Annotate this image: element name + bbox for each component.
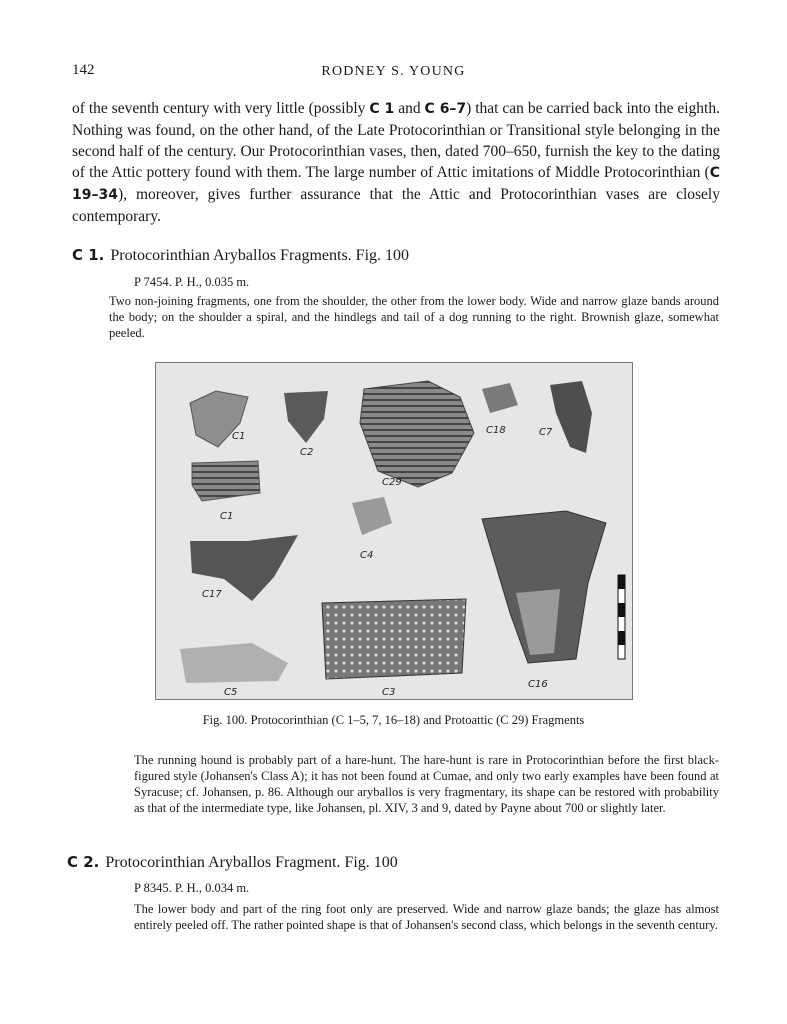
catalogue-ref: C 1	[369, 101, 395, 117]
page-number: 142	[72, 62, 95, 78]
fragment-label-c1-upper: C1	[232, 431, 246, 442]
entry-description-c2: The lower body and part of the ring foot only are preserved. Wide and narrow glaze bands; the glaze has almost entirely peeled off. The rather pointed shape is that of Johansen's second class, which belongs in the seventh century.	[134, 902, 719, 932]
entry-code: C 1.	[72, 246, 105, 264]
fragment-label-c16: C16	[528, 679, 548, 690]
fragment-label-c18: C18	[486, 425, 506, 436]
figure-plate	[155, 362, 633, 700]
entry-heading-c1	[72, 246, 409, 265]
catalogue-ref: C 6–7	[424, 101, 467, 117]
entry-code: C 2.	[67, 853, 100, 871]
fragment-label-c7: C7	[539, 427, 553, 438]
running-head: RODNEY S. YOUNG	[321, 64, 466, 79]
pottery-fragments-photo	[156, 363, 632, 699]
entry-title: Protocorinthian Aryballos Fragment. Fig. 100	[105, 854, 398, 871]
entry-description-c1: Two non-joining fragments, one from the shoulder, the other from the lower body. Wide and narrow glaze bands around the body; on the shoulder a spiral, and the hindlegs and tail of a dog running to the right. Brownish glaze, somewhat peeled.	[109, 294, 719, 340]
entry-title: Protocorinthian Aryballos Fragments. Fig. 100	[110, 247, 410, 264]
fragment-c3	[322, 599, 466, 679]
fragment-label-c29: C29	[382, 477, 402, 488]
figure-caption: Fig. 100. Protocorinthian (C 1–5, 7, 16–18) and Protoattic (C 29) Fragments	[202, 713, 585, 727]
catalogue-ref: C 19–34	[72, 165, 720, 203]
fragment-label-c1-lower: C1	[220, 511, 234, 522]
fragment-label-c5: C5	[224, 687, 238, 698]
intro-text: ) that can be carried back into the eighth. Nothing was found, on the other hand, of the Late Protocorinthian or Transitional style belonging in the second half of the century. Our Protocorinthian vases, then, dated 700–650, furnish the key to the dating of the Attic pottery found with them. The large number of Attic imitations of Middle Protocorinthian (	[72, 100, 720, 181]
entry-commentary-c1: The running hound is probably part of a hare-hunt. The hare-hunt is rare in Protocorinthian before the first black-figured style (Johansen's Class A); it has not been found at Cumae, and only two early examples have been found at Syracuse; cf. Johansen, p. 86. Although our aryballos is very fragmentary, its shape can be restored with probability as that of the intermediate type, like Johansen, pl. XIV, 3 and 9, dated by Payne about 700 or slightly later.	[134, 753, 719, 815]
intro-text: ), moreover, gives further assurance that the Attic and Protocorinthian vases are closely contemporary.	[72, 186, 720, 225]
fragment-label-c17: C17	[202, 589, 222, 600]
fragment-label-c4: C4	[360, 550, 374, 561]
entry-meta-c2: P 8345. P. H., 0.034 m.	[134, 881, 250, 895]
scale-bar	[618, 575, 625, 659]
entry-heading-c2	[67, 853, 398, 872]
fragment-label-c3: C3	[382, 687, 396, 698]
entry-meta-c1: P 7454. P. H., 0.035 m.	[134, 275, 250, 289]
intro-text: of the seventh century with very little (possibly	[72, 100, 370, 117]
intro-text: and	[394, 100, 425, 117]
intro-paragraph	[72, 98, 720, 227]
fragment-label-c2: C2	[300, 447, 314, 458]
